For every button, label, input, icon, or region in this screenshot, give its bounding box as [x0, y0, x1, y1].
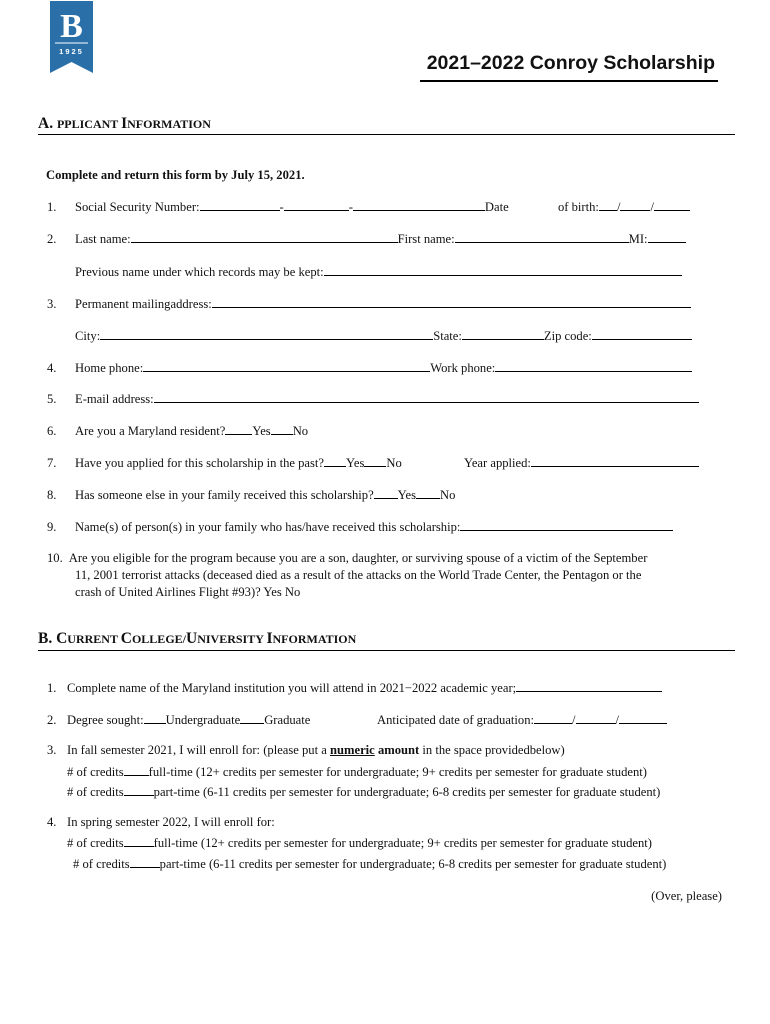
previous-name-field[interactable]	[324, 264, 682, 276]
middle-initial-field[interactable]	[648, 231, 686, 243]
institution-field[interactable]	[516, 680, 662, 692]
spring-fulltime-row: # of credits full-time (12+ credits per semester for undergraduate; 9+ credits per semester for graduate student)	[67, 836, 652, 850]
home-phone-field[interactable]	[143, 360, 430, 372]
family-yes-field[interactable]	[374, 487, 398, 499]
question-phones: 4. Home phone: Work phone:	[47, 360, 692, 375]
section-a-divider	[38, 134, 735, 135]
state-field[interactable]	[462, 328, 544, 340]
family-no-field[interactable]	[416, 487, 440, 499]
resident-yes-field[interactable]	[225, 423, 252, 435]
spring-parttime-credits-field[interactable]	[130, 856, 160, 868]
zip-code-field[interactable]	[592, 328, 692, 340]
question-institution: 1. Complete name of the Maryland institution you will attend in 2021−2022 academic year;	[47, 680, 662, 695]
section-a-heading: A. PPLICANT INFORMATION	[38, 115, 211, 132]
question-previous-name: Previous name under which records may be kept:	[75, 264, 682, 279]
section-b-divider	[38, 650, 735, 651]
grad-month-field[interactable]	[534, 712, 572, 724]
question-family-names: 9. Name(s) of person(s) in your family who has/have received this scholarship:	[47, 519, 673, 534]
dob-day-field[interactable]	[620, 199, 650, 211]
graduate-field[interactable]	[240, 712, 264, 724]
question-graduation-date: Anticipated date of graduation: / /	[377, 712, 667, 727]
question-name: 2. Last name: First name: MI:	[47, 231, 686, 246]
question-degree: 2. Degree sought: Undergraduate Graduate	[47, 713, 311, 727]
title-divider	[420, 80, 718, 82]
ssn-part1-field[interactable]	[200, 199, 280, 211]
logo-shield-icon	[50, 1, 93, 73]
question-maryland-resident: 6. Are you a Maryland resident? Yes No	[47, 424, 309, 438]
logo-letter: B	[60, 8, 83, 45]
ssn-part2-field[interactable]	[284, 199, 349, 211]
dob-month-field[interactable]	[599, 199, 617, 211]
over-please-note: (Over, please)	[651, 889, 722, 903]
document-title: 2021–2022 Conroy Scholarship	[426, 52, 715, 74]
question-spring-enrollment: 4. In spring semester 2022, I will enroll for:	[47, 815, 275, 829]
question-applied-before: 7. Have you applied for this scholarship in the past? Yes No	[47, 456, 402, 470]
question-dob: of birth: / /	[558, 199, 690, 214]
email-field[interactable]	[154, 391, 699, 403]
university-logo	[50, 1, 93, 73]
mailing-address-field[interactable]	[212, 296, 691, 308]
question-city-state-zip: City: State: Zip code:	[75, 328, 692, 343]
work-phone-field[interactable]	[495, 360, 692, 372]
ssn-part3-field[interactable]	[353, 199, 485, 211]
fall-fulltime-credits-field[interactable]	[124, 764, 149, 776]
fall-parttime-row: # of credits part-time (6-11 credits per semester for undergraduate; 6-8 credits per semester for graduate student)	[67, 785, 661, 799]
question-sept11-eligibility: 10. Are you eligible for the program because you are a son, daughter, or surviving spouse of a victim of the September 11, 2001 terrorist attacks (deceased died as a result of the attacks on the World Trade Center, the Pentagon or the crash of United Airlines Flight #93)? Yes No	[47, 551, 648, 599]
dob-year-field[interactable]	[654, 199, 690, 211]
applied-no-field[interactable]	[364, 455, 386, 467]
question-mailing-address: 3. Permanent mailingaddress:	[47, 296, 691, 311]
spring-parttime-row: # of credits part-time (6-11 credits per semester for undergraduate; 6-8 credits per semester for graduate student)	[73, 857, 667, 871]
logo-year: 1925	[59, 47, 84, 56]
question-fall-enrollment: 3. In fall semester 2021, I will enroll for: (please put a numeric amount in the space providedbelow)	[47, 743, 565, 757]
fall-fulltime-row: # of credits full-time (12+ credits per semester for undergraduate; 9+ credits per semester for graduate student)	[67, 765, 647, 779]
spring-fulltime-credits-field[interactable]	[124, 835, 154, 847]
question-email: 5. E-mail address:	[47, 391, 699, 406]
year-applied-field[interactable]	[531, 455, 699, 467]
resident-no-field[interactable]	[271, 423, 293, 435]
grad-year-field[interactable]	[619, 712, 667, 724]
last-name-field[interactable]	[131, 231, 398, 243]
question-family-received: 8. Has someone else in your family received this scholarship? Yes No	[47, 488, 456, 502]
instruction-text: Complete and return this form by July 15, 2021.	[46, 168, 305, 182]
city-field[interactable]	[100, 328, 433, 340]
section-b-heading: B. CURRENT COLLEGE/UNIVERSITY INFORMATION	[38, 630, 357, 647]
first-name-field[interactable]	[455, 231, 629, 243]
question-year-applied: Year applied:	[464, 455, 699, 470]
question-ssn: 1. Social Security Number: - - Date	[47, 200, 509, 214]
family-names-field[interactable]	[460, 519, 673, 531]
applied-yes-field[interactable]	[324, 455, 346, 467]
fall-parttime-credits-field[interactable]	[124, 784, 154, 796]
undergraduate-field[interactable]	[144, 712, 166, 724]
grad-day-field[interactable]	[576, 712, 616, 724]
